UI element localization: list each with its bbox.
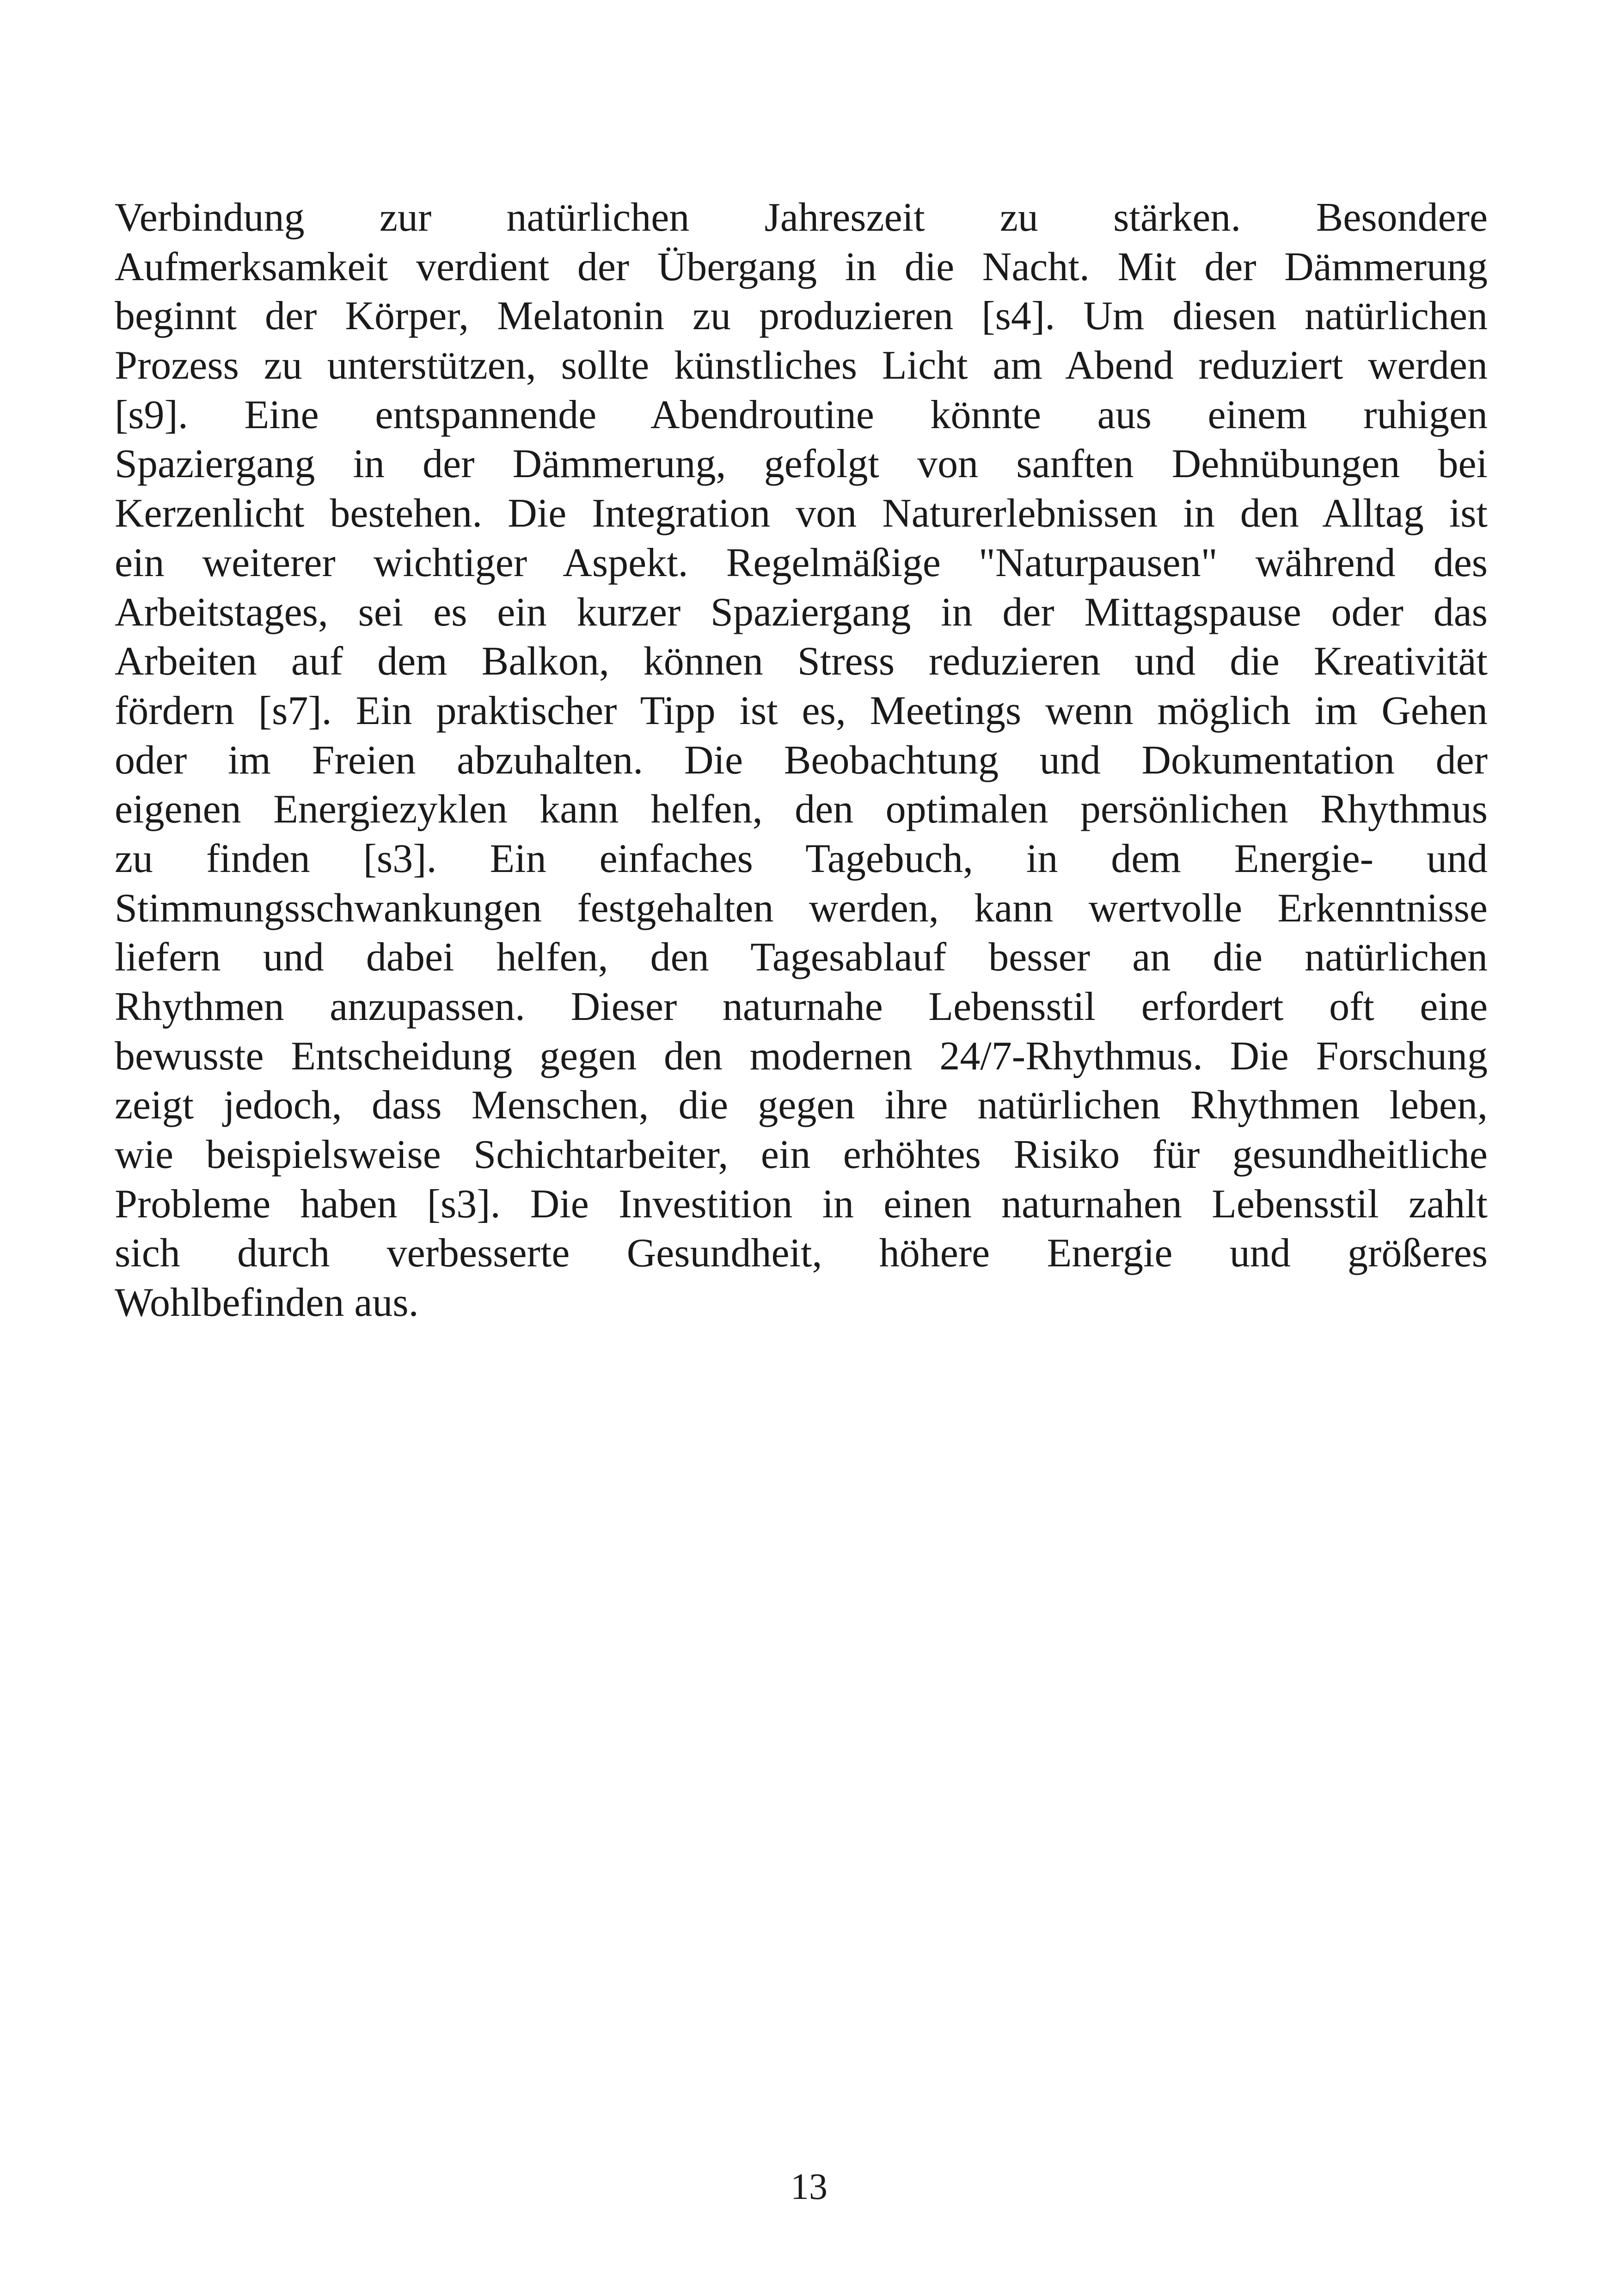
- text-line: Arbeiten auf dem Balkon, können Stress reduzieren und die Kreativität: [115, 639, 1488, 684]
- text-line: [s9]. Eine entspannende Abendroutine könnte aus einem ruhigen: [115, 392, 1488, 437]
- text-line: Aufmerksamkeit verdient der Übergang in die Nacht. Mit der Dämmerung: [115, 244, 1488, 289]
- text-line: Spaziergang in der Dämmerung, gefolgt von sanften Dehnübungen bei: [115, 442, 1488, 487]
- text-line: Verbindung zur natürlichen Jahreszeit zu stärken. Besondere: [115, 195, 1488, 240]
- text-line: Probleme haben [s3]. Die Investition in einen naturnahen Lebensstil zahlt: [115, 1181, 1488, 1227]
- text-line: eigenen Energiezyklen kann helfen, den optimalen persönlichen Rhythmus: [115, 787, 1488, 832]
- body-paragraph: [115, 193, 1488, 1328]
- text-line: bewusste Entscheidung gegen den modernen 24/7-Rhythmus. Die Forschung: [115, 1033, 1488, 1079]
- text-line: sich durch verbesserte Gesundheit, höhere Energie und größeres: [115, 1231, 1488, 1276]
- text-line: Prozess zu unterstützen, sollte künstliches Licht am Abend reduziert werden: [115, 343, 1488, 388]
- text-line: Wohlbefinden aus.: [115, 1280, 419, 1326]
- text-line: wie beispielsweise Schichtarbeiter, ein erhöhtes Risiko für gesundheitliche: [115, 1132, 1488, 1178]
- text-line: zu finden [s3]. Ein einfaches Tagebuch, in dem Energie- und: [115, 836, 1488, 881]
- page-number: 13: [791, 2167, 827, 2207]
- text-line: Stimmungsschwankungen festgehalten werden, kann wertvolle Erkenntnisse: [115, 885, 1488, 931]
- text-line: ein weiterer wichtiger Aspekt. Regelmäßige "Naturpausen" während des: [115, 540, 1488, 585]
- text-line: beginnt der Körper, Melatonin zu produzieren [s4]. Um diesen natürlichen: [115, 294, 1488, 339]
- text-line: Arbeitstages, sei es ein kurzer Spaziergang in der Mittagspause oder das: [115, 589, 1488, 635]
- text-line: Rhythmen anzupassen. Dieser naturnahe Lebensstil erfordert oft eine: [115, 984, 1488, 1029]
- text-line: zeigt jedoch, dass Menschen, die gegen ihre natürlichen Rhythmen leben,: [115, 1083, 1488, 1128]
- text-line: fördern [s7]. Ein praktischer Tipp ist es, Meetings wenn möglich im Gehen: [115, 688, 1488, 733]
- text-line: Kerzenlicht bestehen. Die Integration von Naturerlebnissen in den Alltag ist: [115, 491, 1488, 536]
- text-line: liefern und dabei helfen, den Tagesablauf besser an die natürlichen: [115, 935, 1488, 980]
- text-line: oder im Freien abzuhalten. Die Beobachtung und Dokumentation der: [115, 737, 1488, 783]
